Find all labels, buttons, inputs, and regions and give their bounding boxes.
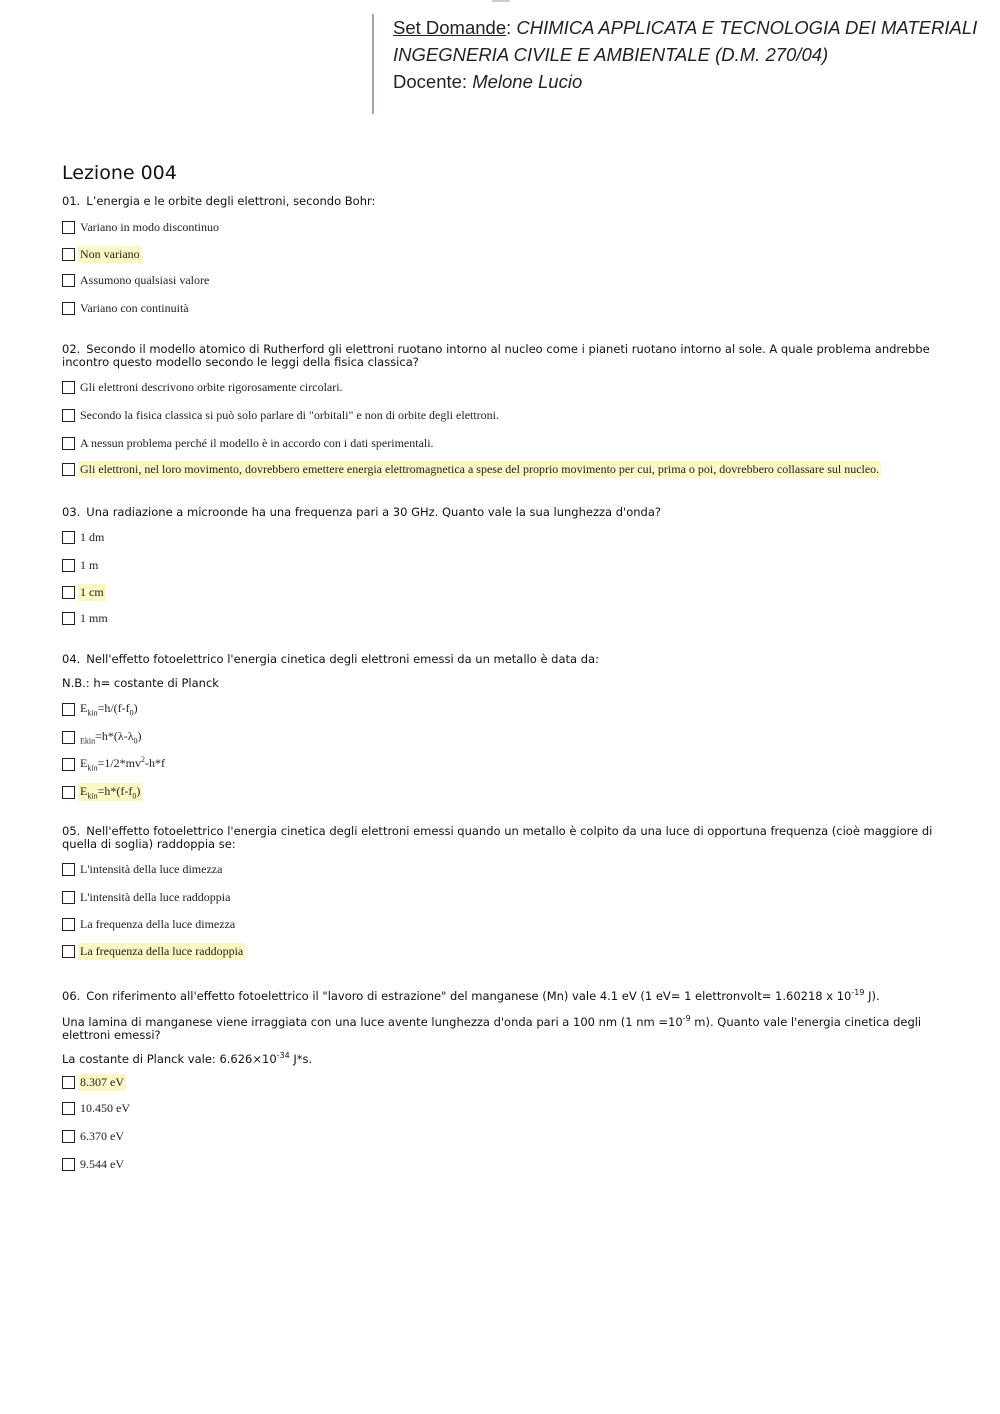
question-text-a: Con riferimento all'effetto fotoelettrico il "lavoro di estrazione" del manganese (Mn) vale 4.1 eV (1 eV= 1 elettronvolt= 1.60218 x 10 [86,988,852,1003]
answer-option[interactable] [62,942,245,960]
option-text: Variano con continuità [80,300,189,315]
checkbox[interactable] [62,703,75,716]
answer-option[interactable] [62,915,237,933]
option-text: 1 m [80,557,99,572]
answer-option[interactable] [62,434,436,452]
checkbox[interactable] [62,612,75,625]
question-text: Nell'effetto fotoelettrico l'energia cinetica degli elettroni emessi da un metallo è data da: [86,652,599,666]
document-header [372,14,998,114]
checkbox[interactable] [62,437,75,450]
answer-option[interactable] [62,1099,132,1117]
question-number: 01. [62,194,81,208]
option-formula: $_{Ekin}=h*(\lambda-\lambda_0)$ [80,728,142,746]
checkbox[interactable] [62,918,75,931]
checkbox[interactable] [62,1102,75,1115]
answer-option[interactable] [62,245,142,263]
option-formula: $E_{kin}=1/2*mv^2-h*f$ [80,755,166,773]
teacher-label: Docente: [393,71,473,92]
option-text: Secondo la fisica classica si può solo parlare di "orbitali" e non di orbite degli elettroni. [80,407,500,422]
checkbox[interactable] [62,302,75,315]
question-02 [62,343,937,369]
question-note: N.B.: h= costante di Planck [62,676,219,690]
option-text: Assumono qualsiasi valore [80,272,210,287]
checkbox[interactable] [62,758,75,771]
answer-option[interactable] [62,755,167,773]
answer-option[interactable] [62,609,110,627]
checkbox[interactable] [62,531,75,544]
checkbox[interactable] [62,1158,75,1171]
top-mark [492,0,510,2]
option-formula: $E_{kin}=h/(f-f_0)$ [80,700,138,718]
answer-option[interactable] [62,700,140,718]
answer-option[interactable] [62,460,881,478]
teacher-name: Melone Lucio [472,71,583,92]
answer-option[interactable] [62,528,106,546]
answer-option[interactable] [62,1155,126,1173]
option-text: 9.544 eV [80,1156,124,1171]
question-01 [62,195,937,208]
question-text: Secondo il modello atomico di Rutherford gli elettroni ruotano intorno al nucleo come i pianeti ruotano intorno al sole. A quale problema andrebbe incontro questo modello secondo le leggi della fisica classica? [62,342,930,369]
checkbox[interactable] [62,559,75,572]
checkbox[interactable] [62,731,75,744]
checkbox[interactable] [62,945,75,958]
answer-option[interactable] [62,406,501,424]
question-number: 04. [62,652,81,666]
question-06: 06. Con riferimento all'effetto fotoelettrico il "lavoro di estrazione" del manganese (Mn) vale 4.1 eV (1 eV= 1 elettronvolt= 1.60218 x $10^{-19}$ J). [62,988,880,1003]
option-text-highlighted: 8.307 eV [80,1074,124,1089]
answer-option[interactable] [62,860,224,878]
answer-option[interactable] [62,271,211,289]
set-label: Set Domande [393,17,507,38]
option-text: 1 dm [80,529,105,544]
checkbox[interactable] [62,463,75,476]
option-text: 10.450 eV [80,1100,130,1115]
checkbox[interactable] [62,221,75,234]
answer-option[interactable] [62,299,191,317]
course-title-1: CHIMICA APPLICATA E TECNOLOGIA DEI MATERIALI [516,17,978,38]
option-text: Gli elettroni descrivono orbite rigorosamente circolari. [80,379,343,394]
option-text-highlighted: Gli elettroni, nel loro movimento, dovrebbero emettere energia elettromagnetica a spese del proprio movimento per cui, prima o poi, dovrebbero collassare sul nucleo. [80,461,880,476]
option-text: Variano in modo discontinuo [80,219,219,234]
question-number: 02. [62,342,81,356]
checkbox[interactable] [62,248,75,261]
option-text: L'intensità della luce raddoppia [80,889,231,904]
answer-option[interactable] [62,783,142,801]
course-title-2: INGEGNERIA CIVILE E AMBIENTALE (D.M. 270/04) [393,44,829,65]
question-text: Una radiazione a microonde ha una frequenza pari a 30 GHz. Quanto vale la sua lunghezza d'onda? [86,505,661,519]
answer-option[interactable] [62,218,221,236]
question-04 [62,653,937,666]
question-05 [62,825,937,851]
header-course-line2 [393,41,998,68]
option-text: 6.370 eV [80,1128,124,1143]
question-06-text-c: La costante di Planck vale: $6.626\times 10^{-34}$ J*s. [62,1051,313,1066]
question-number: 06. [62,988,81,1003]
checkbox[interactable] [62,786,75,799]
checkbox[interactable] [62,381,75,394]
checkbox[interactable] [62,274,75,287]
checkbox[interactable] [62,863,75,876]
answer-option[interactable] [62,378,345,396]
header-teacher-line [393,68,998,95]
answer-option[interactable] [62,1127,126,1145]
option-text-highlighted: 1 cm [80,584,104,599]
answer-option[interactable] [62,1073,126,1091]
set-colon: : [506,17,517,38]
option-text: 1 mm [80,610,108,625]
lesson-title: Lezione 004 [62,162,177,184]
header-course-line1 [393,14,998,41]
question-number: 03. [62,505,81,519]
question-number: 05. [62,824,81,838]
question-06-text-b: Una lamina di manganese viene irraggiata con una luce avente lunghezza d'onda pari a 100 nm (1 nm $=10^{-9}$ m). Quanto vale l'energia cinetica degli elettroni emessi? [62,1014,922,1042]
question-text: Nell'effetto fotoelettrico l'energia cinetica degli elettroni emessi quando un metallo è colpito da una luce di opportuna frequenza (cioè maggiore di quella di soglia) raddoppia se: [62,824,933,851]
option-formula-highlighted: $E_{kin}=h*(f-f_0)$ [80,783,141,801]
checkbox[interactable] [62,409,75,422]
question-text: L’energia e le orbite degli elettroni, secondo Bohr: [86,194,376,208]
option-text-highlighted: Non variano [80,246,140,261]
question-03 [62,506,937,519]
checkbox[interactable] [62,586,75,599]
option-text: A nessun problema perché il modello è in accordo con i dati sperimentali. [80,435,434,450]
answer-option[interactable] [62,728,144,746]
option-text-highlighted: La frequenza della luce raddoppia [80,943,244,958]
answer-option[interactable] [62,556,100,574]
option-text: L'intensità della luce dimezza [80,861,223,876]
option-text: La frequenza della luce dimezza [80,916,236,931]
checkbox[interactable] [62,1130,75,1143]
answer-option[interactable] [62,888,232,906]
checkbox[interactable] [62,1076,75,1089]
answer-option[interactable] [62,583,106,601]
checkbox[interactable] [62,891,75,904]
